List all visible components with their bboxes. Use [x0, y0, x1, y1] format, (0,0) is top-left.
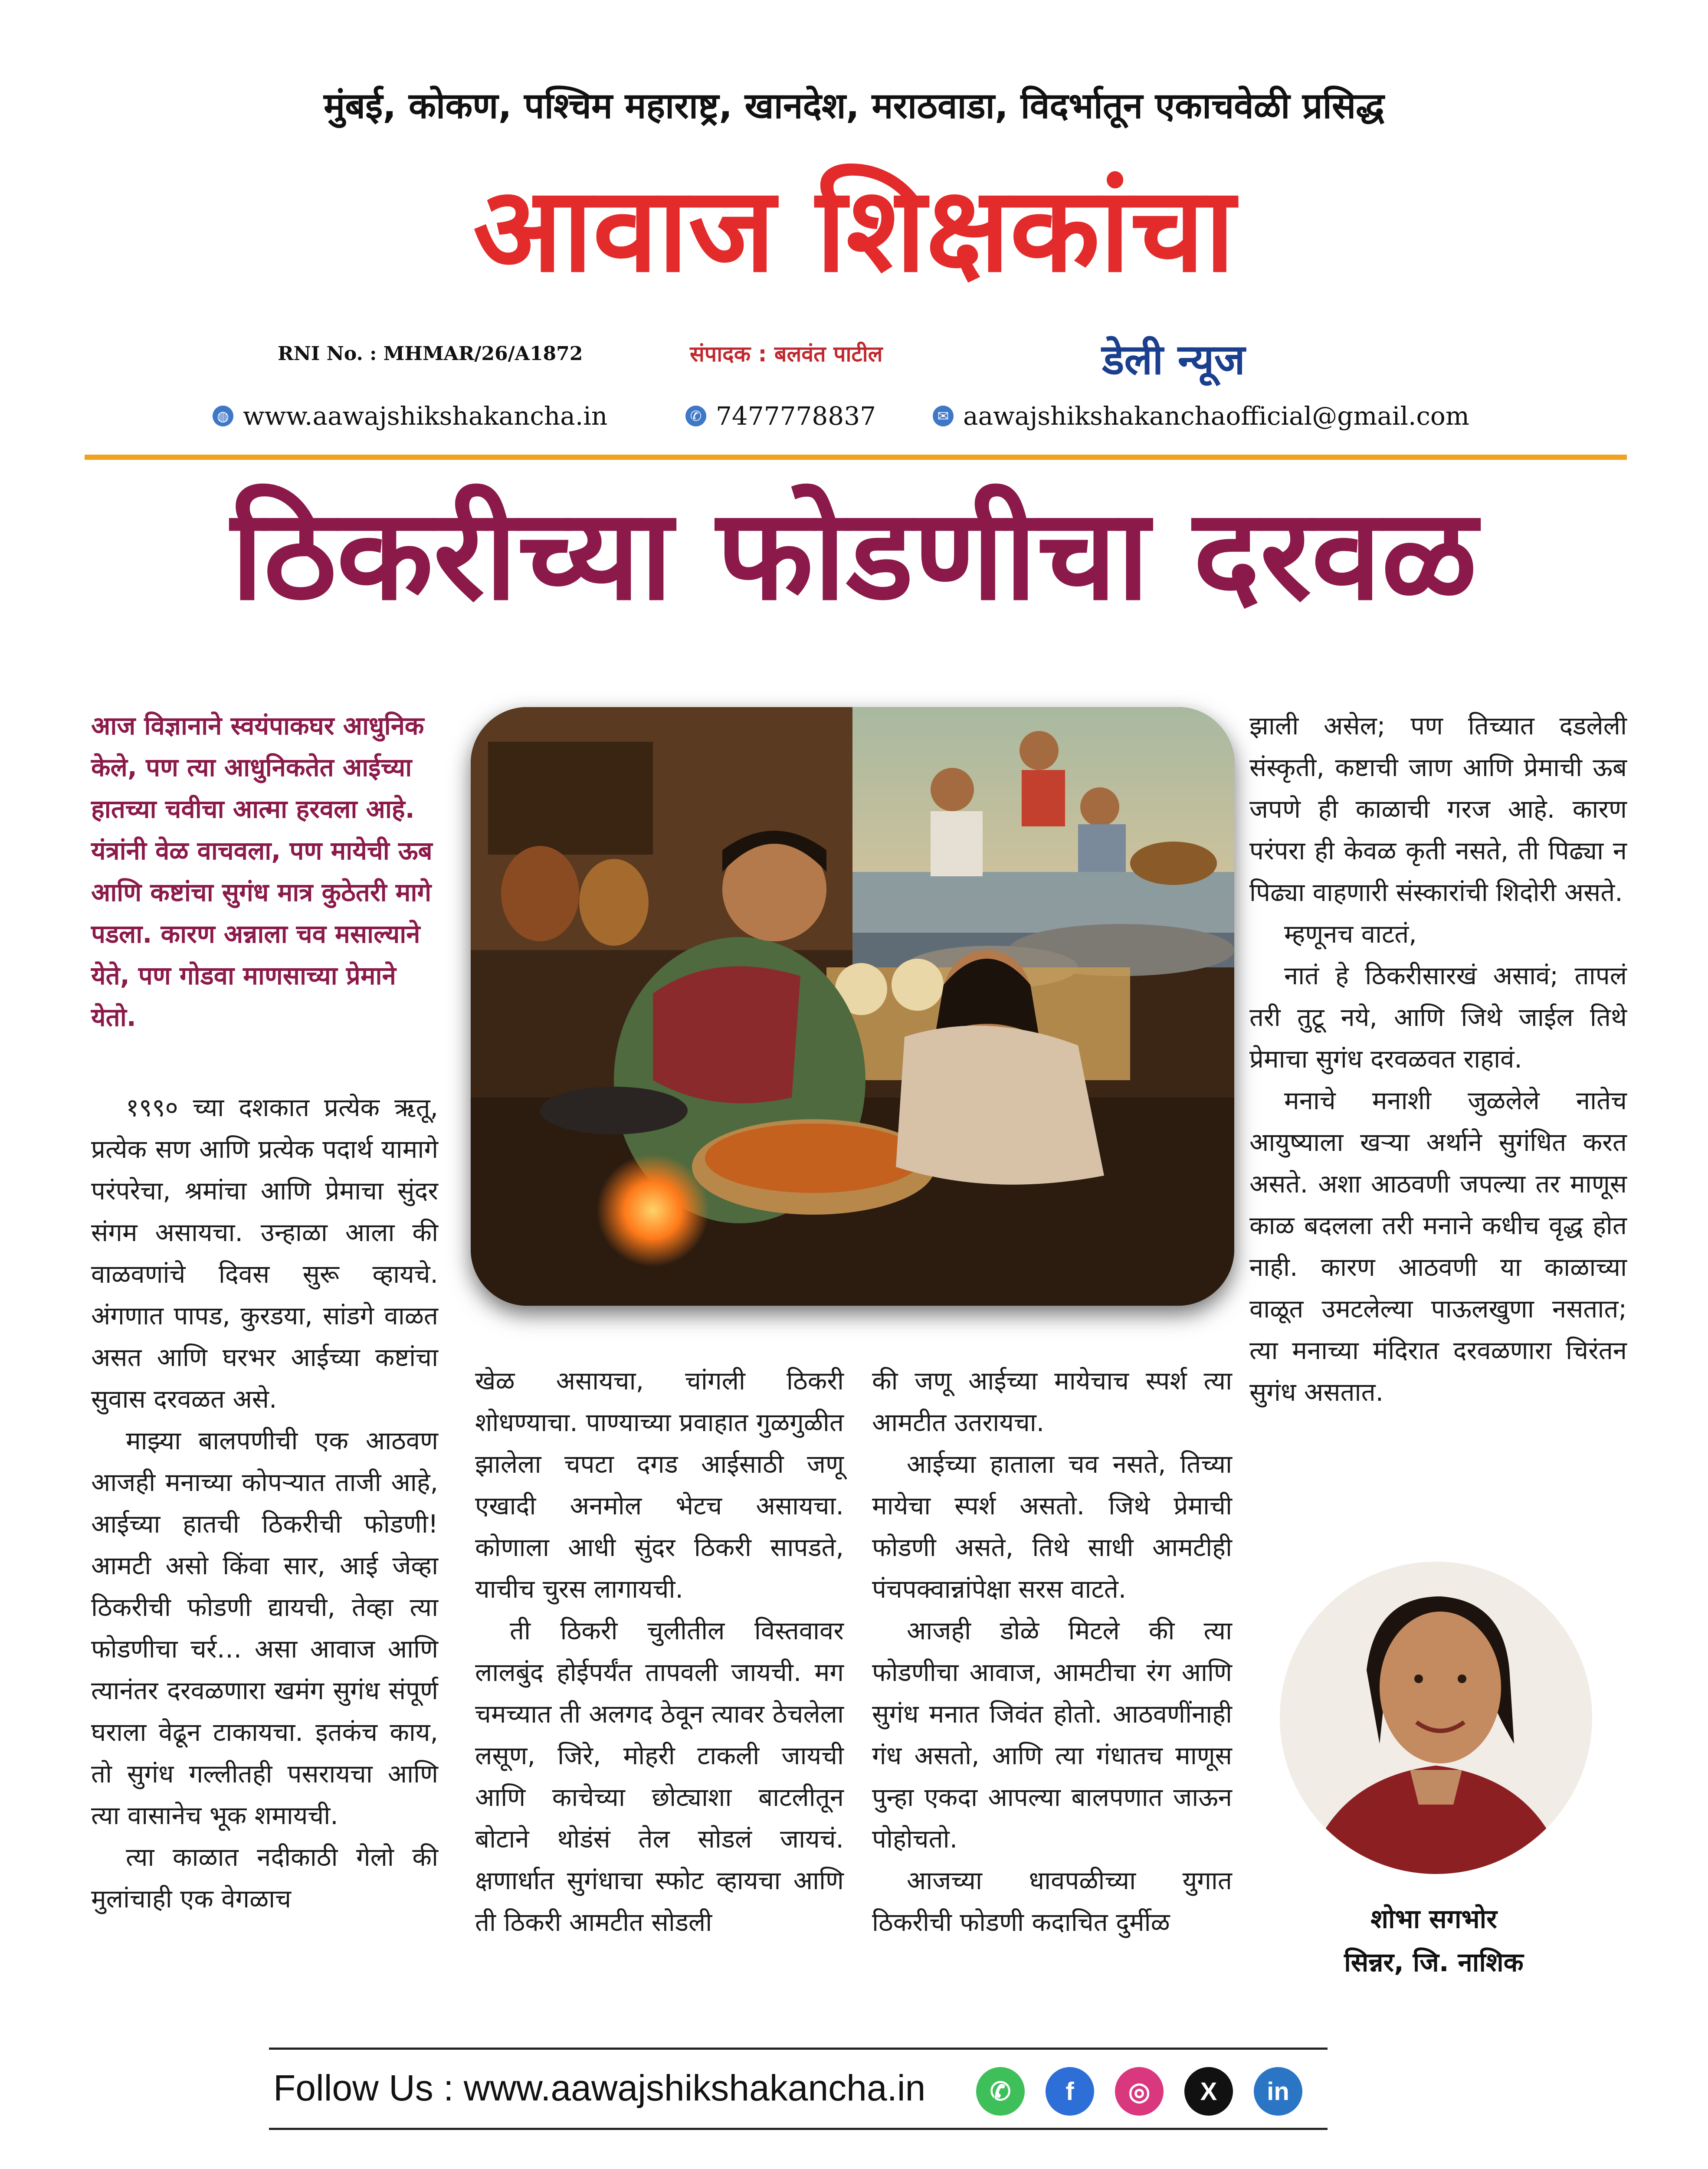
rni-number: RNI No. : MHMAR/26/A1872	[278, 343, 583, 365]
article-column-1	[91, 1087, 438, 1920]
header-divider	[85, 455, 1627, 460]
editor-credit: संपादक : बलवंत पाटील	[690, 341, 883, 367]
article-illustration	[471, 707, 1234, 1306]
paragraph: १९९० च्या दशकात प्रत्येक ऋतू, प्रत्येक सण आणि प्रत्येक पदार्थ यामागे परंपरेचा, श्रमांचा आणि प्रेमाचा सुंदर संगम असायचा. उन्हाळा आला की वाळवणांचे दिवस सुरू व्हायचे. अंगणात पापड, कुरडया, सांडगे वाळत असत आणि घरभर आईच्या कष्टांचा सुवास दरवळत असे.	[91, 1093, 438, 1414]
paragraph: त्या काळात नदीकाठी गेलो की मुलांचाही एक वेगळाच	[91, 1842, 438, 1913]
whatsapp-icon[interactable]: ✆	[976, 2067, 1025, 2116]
instagram-icon[interactable]: ◎	[1115, 2067, 1164, 2116]
paragraph: आजच्या धावपळीच्या युगात ठिकरीची फोडणी कदाचित दुर्मीळ	[872, 1866, 1232, 1937]
website-text[interactable]: www.aawajshikshakancha.in	[243, 401, 608, 431]
facebook-icon[interactable]: f	[1046, 2067, 1094, 2116]
article-intro: आज विज्ञानाने स्वयंपाकघर आधुनिक केले, पण त्या आधुनिकतेत आईच्या हातच्या चवीचा आत्मा हरवला आहे. यंत्रांनी वेळ वाचवला, पण मायेची ऊब आणि कष्टांचा सुगंध मात्र कुठेतरी मागे पडला. कारण अन्नाला चव मसाल्याने येते, पण गोडवा माणसाच्या प्रेमाने येतो.	[91, 711, 433, 1032]
author-location: सिन्नर, जि. नाशिक	[1344, 1947, 1524, 1978]
email-text[interactable]: aawajshikshakanchaofficial@gmail.com	[963, 401, 1469, 431]
paragraph: आजही डोळे मिटले की त्या फोडणीचा आवाज, आमटीचा रंग आणि सुगंध मनात जिवंत होतो. आठवणींनाही गंध असतो, आणि त्या गंधातच माणूस पुन्हा एकदा आपल्या बालपणात जाऊन पोहोचतो.	[872, 1616, 1232, 1854]
article-column-3	[872, 1360, 1232, 1943]
phone-contact[interactable]	[685, 401, 876, 431]
paragraph: माझ्या बालपणीची एक आठवण आजही मनाच्या कोपऱ्यात ताजी आहे, आईच्या हातची ठिकरीची फोडणी! आमटी असो किंवा सार, आई जेव्हा ठिकरीची फोडणी द्यायची, तेव्हा त्या फोडणीचा चर्र… असा आवाज आणि त्यानंतर दरवळणारा खमंग सुगंध संपूर्ण घराला वेढून टाकायचा. इतकंच काय, तो सुगंध गल्लीतही पसरायचा आणि त्या वासानेच भूक शमायची.	[91, 1426, 438, 1830]
article-column-4	[1249, 705, 1627, 1413]
paragraph: नातं हे ठिकरीसारखं असावं; तापलं तरी तुटू नये, आणि जिथे जाईल तिथे प्रेमाचा सुगंध दरवळवत राहावं.	[1249, 961, 1627, 1074]
follow-us-text[interactable]: Follow Us : www.aawajshikshakancha.in	[273, 2067, 926, 2108]
tagline: मुंबई, कोकण, पश्चिम महाराष्ट्र, खानदेश, मराठवाडा, विदर्भातून एकाचवेळी प्रसिद्ध	[324, 85, 1384, 127]
footer-divider-top	[269, 2048, 1328, 2050]
email-contact[interactable]	[933, 401, 1469, 431]
article-headline: ठिकरीच्या फोडणीचा दरवळ	[231, 482, 1477, 628]
x-icon[interactable]: X	[1184, 2067, 1233, 2116]
paragraph: आईच्या हाताला चव नसते, तिच्या मायेचा स्पर्श असतो. जिथे प्रेमाची फोडणी असते, तिथे साधी आमटीही पंचपक्वान्नांपेक्षा सरस वाटते.	[872, 1449, 1232, 1604]
masthead-title: आवाज शिक्षकांचा	[473, 161, 1235, 298]
paragraph: खेळ असायचा, चांगली ठिकरी शोधण्याचा. पाण्याच्या प्रवाहात गुळगुळीत झालेला चपटा दगड आईसाठी जणू एखादी अनमोल भेटच असायचा. कोणाला आधी सुंदर ठिकरी सापडते, याचीच चुरस लागायची.	[475, 1366, 844, 1604]
mail-icon: ✉	[933, 406, 954, 426]
edition-label: डेली न्यूज	[1102, 335, 1245, 384]
author-name: शोभा सगभोर	[1370, 1904, 1497, 1934]
author-photo	[1280, 1562, 1592, 1874]
phone-text[interactable]: 7477778837	[716, 401, 876, 431]
paragraph: की जणू आईच्या मायेचाच स्पर्श त्या आमटीत उतरायचा.	[872, 1366, 1232, 1437]
globe-icon: ◍	[213, 406, 233, 426]
article-column-2	[475, 1360, 844, 1943]
paragraph: झाली असेल; पण तिच्यात दडलेली संस्कृती, कष्टाची जाण आणि प्रेमाची ऊब जपणे ही काळाची गरज आहे. कारण परंपरा ही केवळ कृती नसते, ती पिढ्या न पिढ्या वाहणारी संस्कारांची शिदोरी असते.	[1249, 711, 1627, 907]
footer-divider-bottom	[269, 2128, 1328, 2130]
paragraph: ती ठिकरी चुलीतील विस्तवावर लालबुंद होईपर्यंत तापवली जायची. मग चमच्यात ती अलगद ठेवून त्यावर ठेचलेला लसूण, जिरे, मोहरी टाकली जायची आणि काचेच्या छोट्याशा बाटलीतून बोटाने थोडंसं तेल सोडलं जायचं. क्षणार्धात सुगंधाचा स्फोट व्हायचा आणि ती ठिकरी आमटीत सोडली	[475, 1616, 844, 1937]
linkedin-icon[interactable]: in	[1254, 2067, 1302, 2116]
paragraph: म्हणूनच वाटतं,	[1284, 919, 1417, 949]
phone-icon: ✆	[685, 406, 706, 426]
website-contact[interactable]	[213, 401, 607, 431]
paragraph: मनाचे मनाशी जुळलेले नातेच आयुष्याला खऱ्या अर्थाने सुगंधित करत असते. अशा आठवणी जपल्या तर माणूस काळ बदलला तरी मनाने कधीच वृद्ध होत नाही. कारण आठवणी या काळाच्या वाळूत उमटलेल्या पाऊलखुणा नसतात; त्या मनाच्या मंदिरात दरवळणारा चिरंतन सुगंध असतात.	[1249, 1086, 1627, 1407]
